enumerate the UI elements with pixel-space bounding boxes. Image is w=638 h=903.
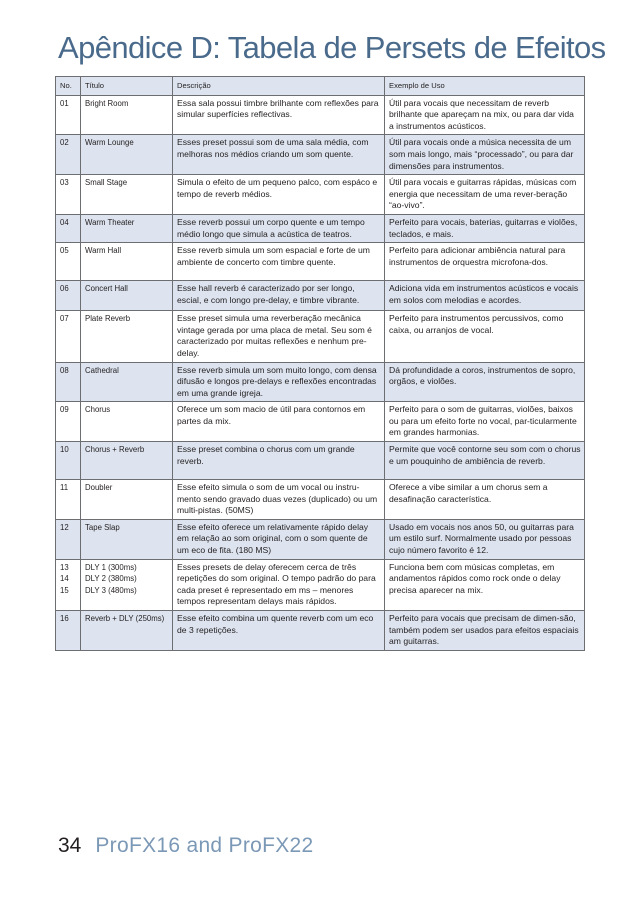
- header-title: Título: [81, 77, 173, 96]
- preset-description: Esse hall reverb é caracterizado por ser longo, escial, e com longo pre-delay, e timbre vibrante.: [173, 281, 385, 311]
- table-row: [56, 135, 585, 175]
- preset-usage: Perfeito para vocais que precisam de dimen-são, também podem ser usados para efeitos espaciais am guitarras.: [385, 611, 585, 651]
- table-row: [56, 402, 585, 442]
- table-row: [56, 175, 585, 215]
- table-header-row: [56, 77, 585, 96]
- preset-usage: Útil para vocais onde a música necessita de um som mais longo, mais “processado”, ou para dar dimensões para instrumentos.: [385, 135, 585, 175]
- preset-title-dly1: DLY 1 (300ms): [85, 562, 137, 572]
- preset-description: Esses preset possui som de uma sala média, com melhoras nos médios criando um som quente.: [173, 135, 385, 175]
- preset-number: 11: [56, 480, 81, 520]
- preset-number-15: 15: [60, 585, 69, 595]
- preset-description: Esse reverb possui um corpo quente e um tempo médio longo que simula a acústica de teatros.: [173, 214, 385, 242]
- preset-description: Essa sala possui timbre brilhante com reflexões para simular superfícies reflectivas.: [173, 95, 385, 135]
- preset-number: 12: [56, 519, 81, 559]
- table-row: [56, 611, 585, 651]
- preset-title: Warm Hall: [81, 243, 173, 281]
- preset-number: 03: [56, 175, 81, 215]
- preset-number: 09: [56, 402, 81, 442]
- preset-title: Plate Reverb: [81, 311, 173, 362]
- preset-number: 02: [56, 135, 81, 175]
- preset-number: 04: [56, 214, 81, 242]
- preset-number: 05: [56, 243, 81, 281]
- preset-title: Warm Theater: [81, 214, 173, 242]
- preset-description: Esse preset simula uma reverberação mecânica vintage gerada por uma placa de metal. Seu som é caracterizado por muitas reflexões e nenhum pre-delay.: [173, 311, 385, 362]
- preset-usage: Dá profundidade a coros, instrumentos de sopro, orgãos, e violões.: [385, 362, 585, 402]
- preset-number: 08: [56, 362, 81, 402]
- table-row: [56, 243, 585, 281]
- preset-description: Esses presets de delay oferecem cerca de três repetições do som original. O tempo padrão do para cada preset é representado em ms – menores tempos representam delays mais rápidos.: [173, 559, 385, 610]
- preset-usage: Funciona bem com músicas completas, em andamentos rápidos como rock onde o delay precisa aparecer na mix.: [385, 559, 585, 610]
- table-row: [56, 362, 585, 402]
- preset-title-dly2: DLY 2 (380ms): [85, 574, 137, 584]
- table-row: [56, 311, 585, 362]
- preset-description: Esse efeito combina um quente reverb com um eco de 3 repetições.: [173, 611, 385, 651]
- preset-title: Warm Lounge: [81, 135, 173, 175]
- preset-number: 16: [56, 611, 81, 651]
- preset-number-14: 14: [60, 574, 69, 584]
- preset-description: Simula o efeito de um pequeno palco, com espáco e tempo de reverb médios.: [173, 175, 385, 215]
- preset-usage: Perfeito para adicionar ambiência natural para instrumentos de orquestra microfona-dos.: [385, 243, 585, 281]
- table-row: [56, 95, 585, 135]
- preset-number-13: 13: [60, 562, 69, 572]
- table-row: [56, 559, 585, 610]
- preset-usage: Útil para vocais e guitarras rápidas, músicas com energia que necessitam de uma rever-beração “ao-vivo”.: [385, 175, 585, 215]
- preset-usage: Permite que você contorne seu som com o chorus e um pouquinho de ambiência de reverb.: [385, 442, 585, 480]
- preset-title-dly3: DLY 3 (480ms): [85, 585, 137, 595]
- preset-description: Oferece um som macio de útil para contornos em partes da mix.: [173, 402, 385, 442]
- preset-number: 01: [56, 95, 81, 135]
- preset-title: Small Stage: [81, 175, 173, 215]
- preset-usage: Perfeito para o som de guitarras, violões, baixos ou para um efeito forte no vocal, par-ticularmente em grandes harmonias.: [385, 402, 585, 442]
- preset-description: Esse reverb simula um som espacial e forte de um ambiente de concerto com timbre quente.: [173, 243, 385, 281]
- page-number: 34: [58, 834, 82, 857]
- header-description: Descrição: [173, 77, 385, 96]
- header-number: No.: [56, 77, 81, 96]
- preset-title: Cathedral: [81, 362, 173, 402]
- preset-usage: Usado em vocais nos anos 50, ou guitarras para um estilo surf. Normalmente usado por pessoas cujo número favorito é 12.: [385, 519, 585, 559]
- preset-number: [56, 559, 81, 610]
- preset-usage: Perfeito para vocais, baterias, guitarras e violões, teclados, e mais.: [385, 214, 585, 242]
- preset-description: Esse efeito simula o som de um vocal ou instru-mento sendo gravado duas vezes (duplicado) ou um multi-pistas. (50MS): [173, 480, 385, 520]
- preset-description: Esse reverb simula um som muito longo, com densa difusão e longos pre-delays e reflexões encontradas em uma grande igreja.: [173, 362, 385, 402]
- page-title: Apêndice D: Tabela de Persets de Efeitos: [58, 30, 606, 65]
- preset-usage: Oferece a vibe similar a um chorus sem a desafinação característica.: [385, 480, 585, 520]
- preset-title: Chorus: [81, 402, 173, 442]
- preset-usage: Adiciona vida em instrumentos acústicos e vocais em solos com melodias e acordes.: [385, 281, 585, 311]
- preset-number: 07: [56, 311, 81, 362]
- table-row: [56, 442, 585, 480]
- preset-usage: Perfeito para instrumentos percussivos, como caixa, ou arranjos de vocal.: [385, 311, 585, 362]
- header-usage-example: Exemplo de Uso: [385, 77, 585, 96]
- preset-title: Doubler: [81, 480, 173, 520]
- table-row: [56, 480, 585, 520]
- preset-number: 10: [56, 442, 81, 480]
- table-row: [56, 214, 585, 242]
- preset-title: Chorus + Reverb: [81, 442, 173, 480]
- preset-title: Concert Hall: [81, 281, 173, 311]
- preset-title: Reverb + DLY (250ms): [81, 611, 173, 651]
- preset-title: [81, 559, 173, 610]
- preset-description: Esse efeito oferece um relativamente rápido delay em relação ao som original, com o som quente de um eco de fita. (180 MS): [173, 519, 385, 559]
- preset-usage: Útil para vocais que necessitam de reverb brilhante que apareçam na mix, ou para dar vida a instrumentos acústicos.: [385, 95, 585, 135]
- effects-preset-table: [55, 76, 585, 651]
- preset-title: Tape Slap: [81, 519, 173, 559]
- product-name: ProFX16 and ProFX22: [95, 834, 314, 857]
- table-row: [56, 281, 585, 311]
- preset-number: 06: [56, 281, 81, 311]
- preset-description: Esse preset combina o chorus com um grande reverb.: [173, 442, 385, 480]
- preset-title: Bright Room: [81, 95, 173, 135]
- table-row: [56, 519, 585, 559]
- page-footer: [58, 832, 314, 860]
